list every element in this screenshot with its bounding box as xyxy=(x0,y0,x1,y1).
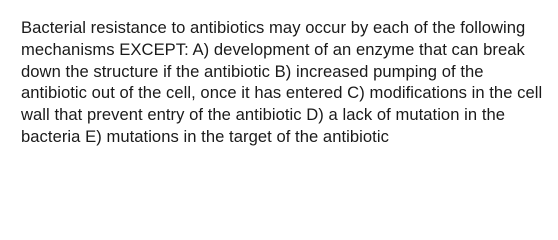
question-text: Bacterial resistance to antibiotics may occur by each of the following mechanisms EXCEPT: A) development of an enzyme that can break down the structure if the antibiotic B) increased pumping of the antibiotic out of the cell, once it has entered C) modifications in the cell wall that prevent entry of the antibiotic D) a lack of mutation in the bacteria E) mutations in the target of the antibiotic xyxy=(21,18,543,146)
